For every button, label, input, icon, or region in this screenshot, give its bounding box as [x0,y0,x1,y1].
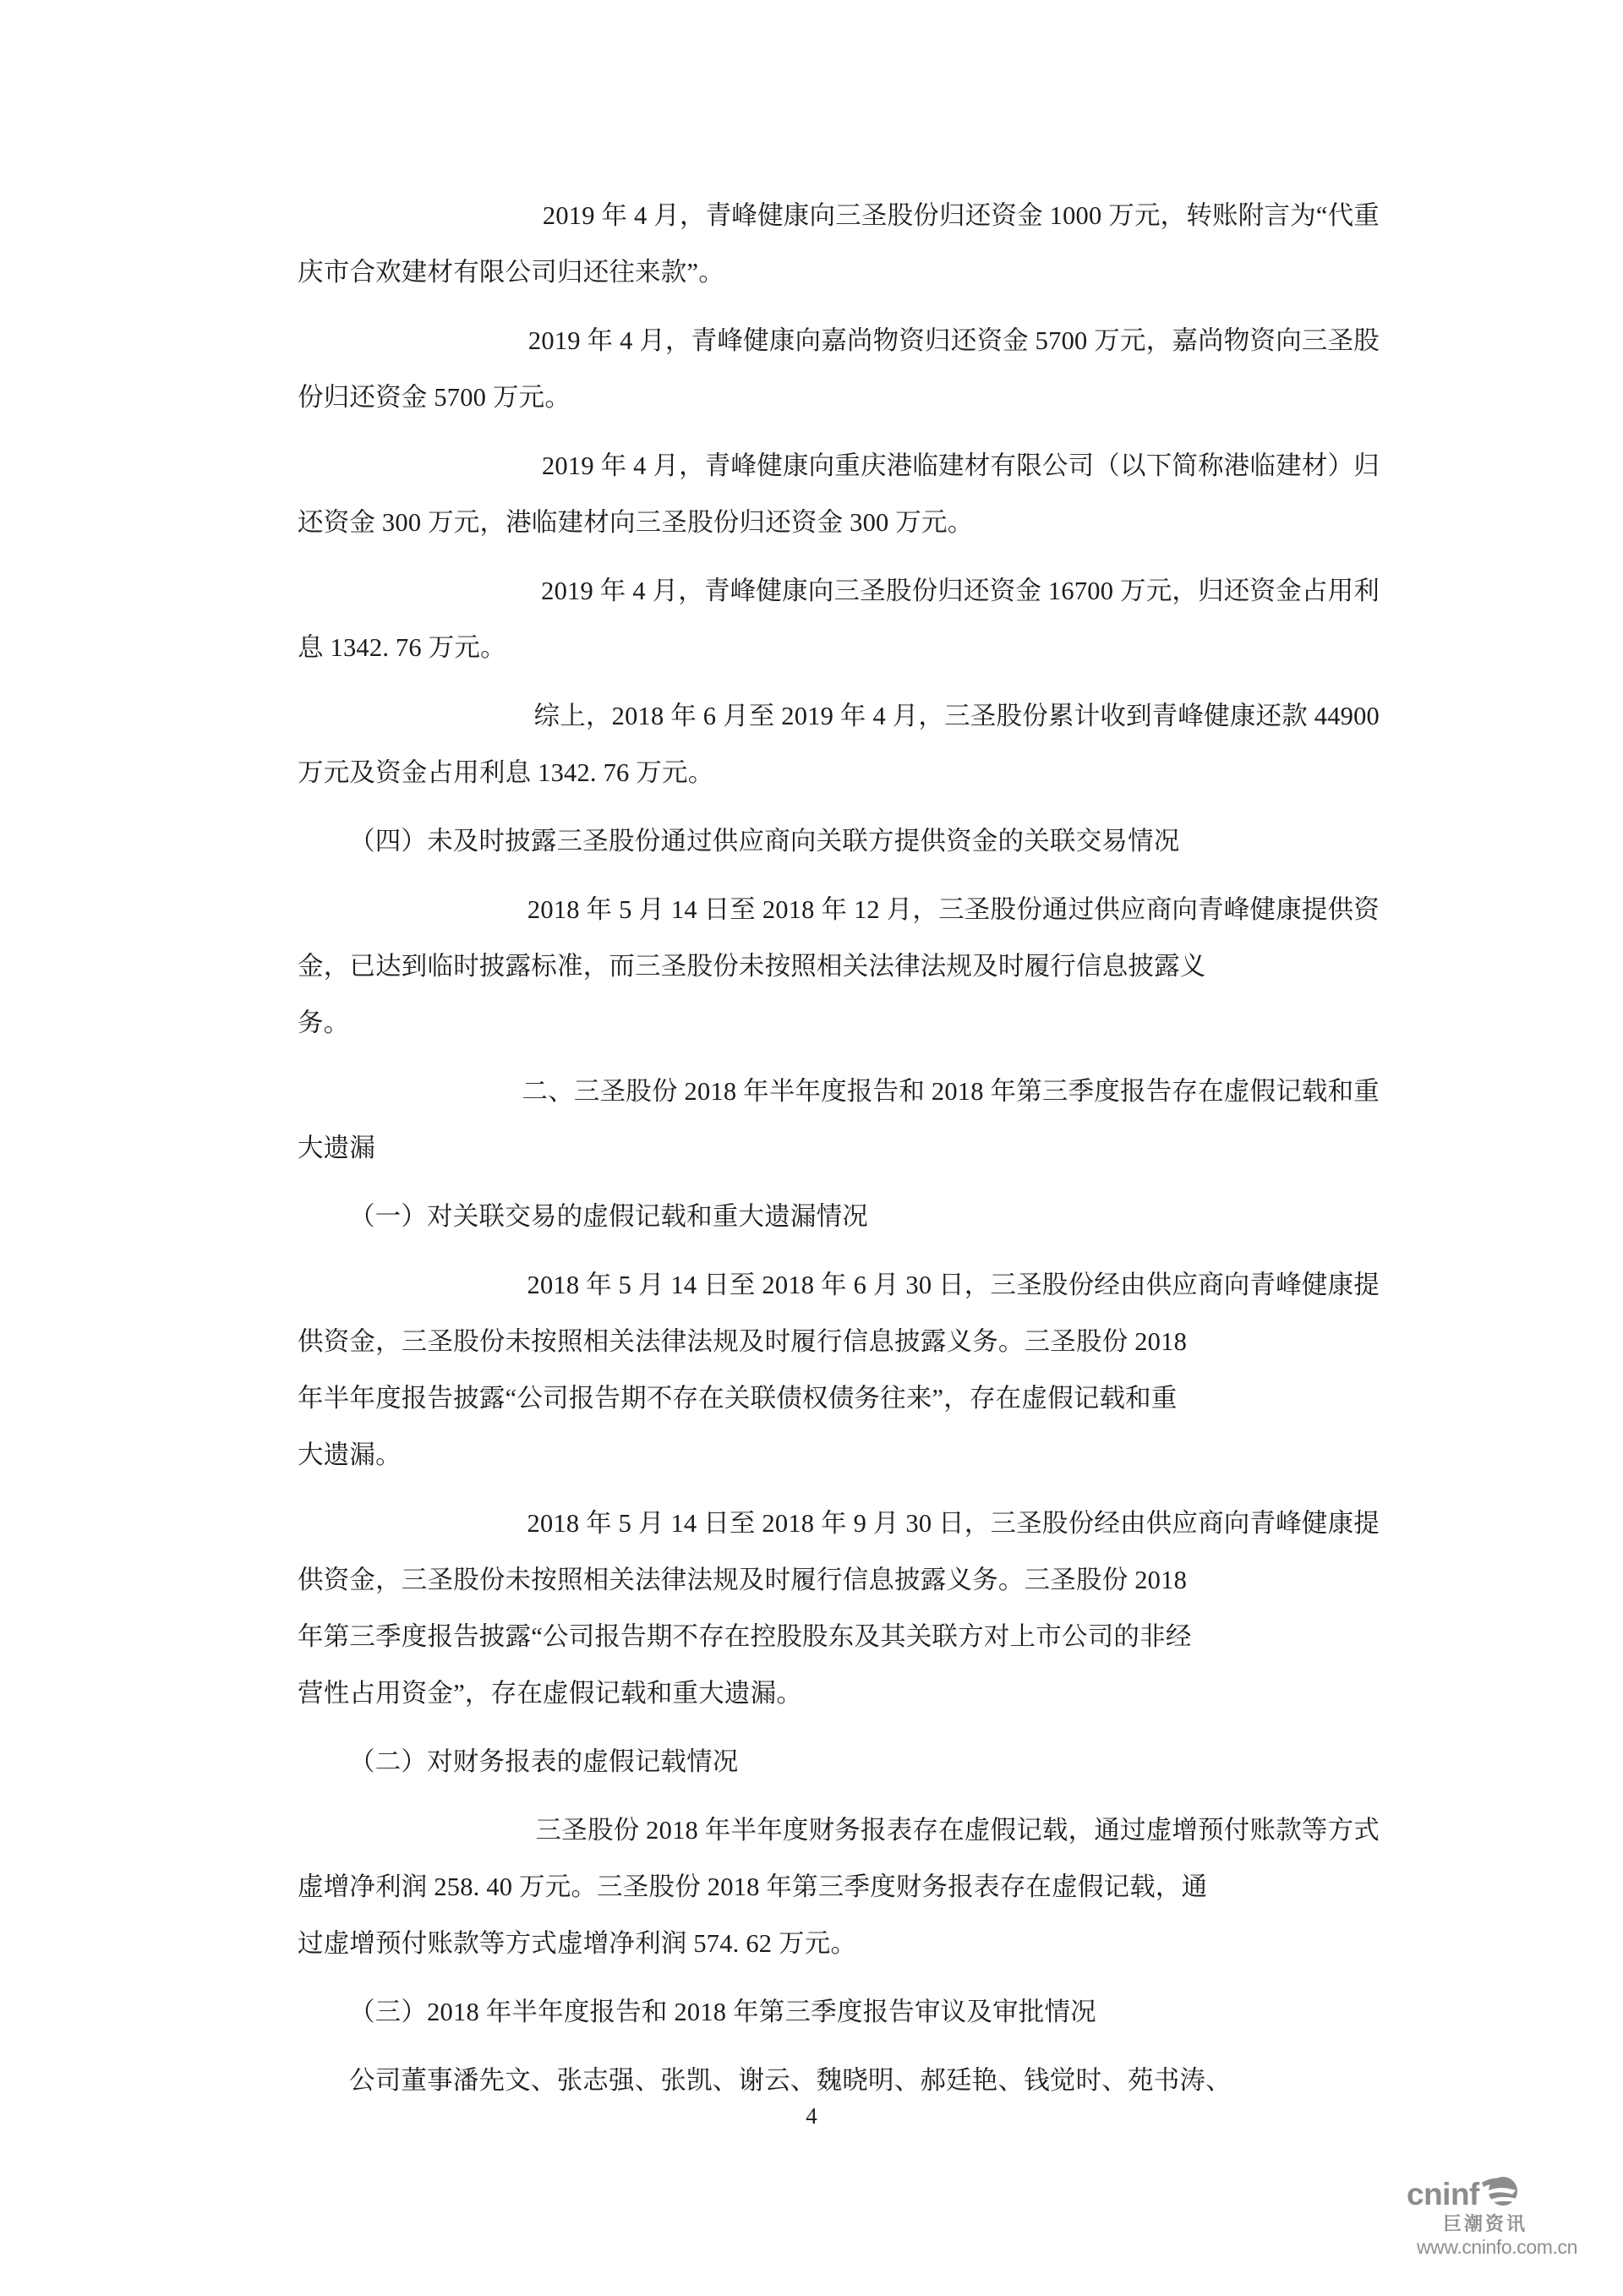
paragraph [298,1495,1380,1722]
text-line: 大遗漏 [298,1134,376,1162]
first-line-indent [298,1063,349,1120]
section-heading [298,1189,1380,1245]
text-line: 虚增净利润 258. 40 万元。三圣股份 2018 年第三季度财务报表存在虚假记载，通 [298,1872,1208,1901]
section-heading [298,1984,1380,2041]
section-heading [298,1734,1380,1790]
paragraph [298,882,1380,1052]
text-line: 金，已达到临时披露标准，而三圣股份未按照相关法律法规及时履行信息披露义 [298,952,1206,981]
text-line: （二）对财务报表的虚假记载情况 [349,1747,739,1776]
text-line: 庆市合欢建材有限公司归还往来款”。 [298,258,724,287]
first-line-indent [298,563,349,620]
cninfo-watermark-logo [1407,2178,1593,2272]
text-line: 2019 年 4 月，青峰健康向三圣股份归还资金 16700 万元，归还资金占用利 [298,563,1380,620]
text-line: 供资金，三圣股份未按照相关法律法规及时履行信息披露义务。三圣股份 2018 [298,1566,1188,1594]
text-line: 务。 [298,1009,350,1037]
text-line: 份归还资金 5700 万元。 [298,383,571,412]
paragraph [298,188,1380,301]
text-line: 营性占用资金”，存在虚假记载和重大遗漏。 [298,1679,803,1708]
text-line: （四）未及时披露三圣股份通过供应商向关联方提供资金的关联交易情况 [349,827,1180,856]
first-line-indent [298,882,349,938]
cninfo-globe-icon [1482,2175,1521,2211]
brand-row [1407,2178,1593,2211]
text-line: 供资金，三圣股份未按照相关法律法规及时履行信息披露义务。三圣股份 2018 [298,1327,1188,1356]
text-line: 综上，2018 年 6 月至 2019 年 4 月，三圣股份累计收到青峰健康还款 44900 [298,688,1380,745]
text-line: 2018 年 5 月 14 日至 2018 年 12 月，三圣股份通过供应商向青峰健康提供资 [298,882,1380,938]
text-line: 2019 年 4 月，青峰健康向重庆港临建材有限公司（以下简称港临建材）归 [298,438,1380,495]
text-line: 过虚增预付账款等方式虚增净利润 574. 62 万元。 [298,1929,857,1958]
document-body [298,188,1380,2121]
text-line: 二、三圣股份 2018 年半年度报告和 2018 年第三季度报告存在虚假记载和重 [298,1063,1380,1120]
text-line: 公司董事潘先文、张志强、张凯、谢云、魏晓明、郝廷艳、钱觉时、苑书涛、 [349,2066,1232,2095]
text-line: （三）2018 年半年度报告和 2018 年第三季度报告审议及审批情况 [349,1998,1096,2026]
text-line: 三圣股份 2018 年半年度财务报表存在虚假记载，通过虚增预付账款等方式 [298,1802,1380,1859]
text-line: 大遗漏。 [298,1440,402,1469]
first-line-indent [298,188,349,244]
first-line-indent [298,438,349,495]
section-heading [298,1063,1380,1177]
paragraph [298,2053,1380,2109]
text-line: 2018 年 5 月 14 日至 2018 年 6 月 30 日，三圣股份经由供应商向青峰健康提 [298,1257,1380,1314]
paragraph [298,563,1380,676]
text-line: 2018 年 5 月 14 日至 2018 年 9 月 30 日，三圣股份经由供应商向青峰健康提 [298,1495,1380,1552]
brand-url: www.cninfo.com.cn [1416,2236,1578,2258]
first-line-indent [298,1495,349,1552]
text-line: 还资金 300 万元，港临建材向三圣股份归还资金 300 万元。 [298,508,974,537]
first-line-indent [298,1257,349,1314]
paragraph [298,688,1380,801]
brand-wordmark: cninf [1407,2177,1479,2211]
section-heading [298,813,1380,870]
text-line: 2019 年 4 月，青峰健康向三圣股份归还资金 1000 万元，转账附言为“代重 [298,188,1380,244]
paragraph [298,1257,1380,1484]
first-line-indent [298,688,349,745]
text-line: 万元及资金占用利息 1342. 76 万元。 [298,758,714,787]
text-line: 2019 年 4 月，青峰健康向嘉尚物资归还资金 5700 万元，嘉尚物资向三圣股 [298,313,1380,369]
text-line: 息 1342. 76 万元。 [298,633,506,662]
paragraph [298,1802,1380,1972]
text-line: 年第三季度报告披露“公司报告期不存在控股股东及其关联方对上市公司的非经 [298,1622,1192,1651]
text-line: （一）对关联交易的虚假记载和重大遗漏情况 [349,1202,868,1231]
paragraph [298,313,1380,426]
page-number: 4 [806,2103,817,2129]
first-line-indent [298,1802,349,1859]
brand-chinese-name: 巨潮资讯 [1442,2213,1527,2234]
first-line-indent [298,313,349,369]
text-line: 年半年度报告披露“公司报告期不存在关联债权债务往来”，存在虚假记载和重 [298,1384,1178,1413]
paragraph [298,438,1380,551]
